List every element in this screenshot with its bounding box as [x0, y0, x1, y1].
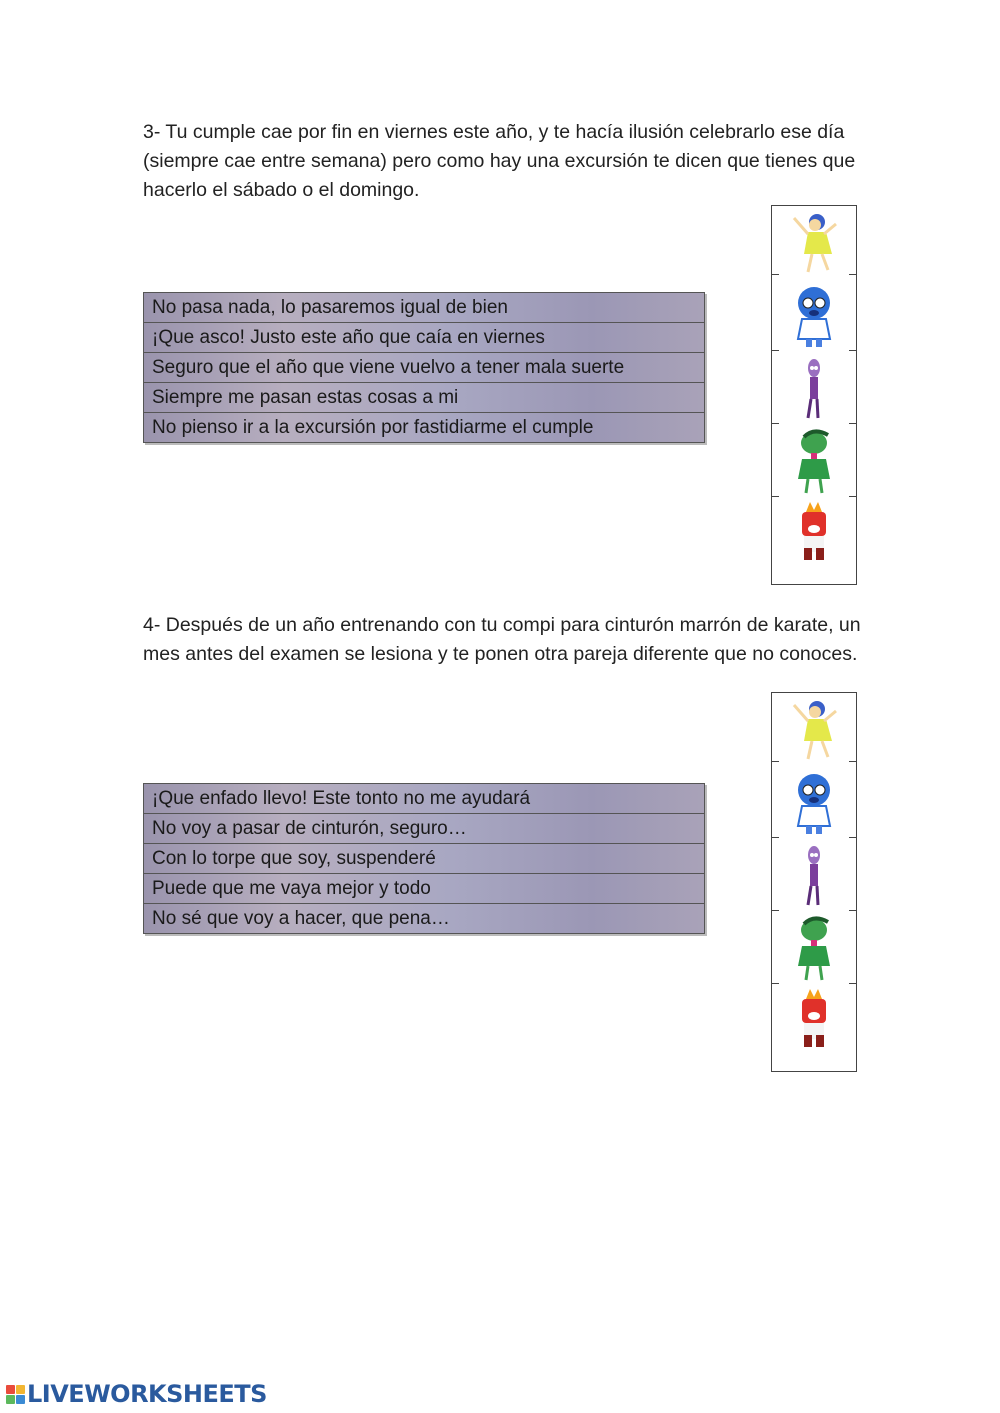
sadness-icon — [784, 283, 844, 349]
anger-icon — [784, 989, 844, 1055]
options-list-4 — [143, 783, 705, 934]
sadness-icon — [784, 770, 844, 836]
emotion-column-4 — [771, 692, 857, 1072]
drop-slot-joy[interactable] — [772, 206, 856, 278]
drop-slot-joy[interactable] — [772, 693, 856, 765]
option-3-5[interactable]: No pienso ir a la excursión por fastidiarme el cumple — [152, 417, 594, 438]
drop-slot-fear[interactable] — [772, 839, 856, 911]
question-4-text: 4- Después de un año entrenando con tu compi para cinturón marrón de karate, un mes antes del examen se lesiona y te ponen otra pareja diferente que no conoces. — [143, 614, 861, 665]
option-3-3[interactable]: Seguro que el año que viene vuelvo a tener mala suerte — [144, 353, 704, 383]
drop-slot-disgust[interactable] — [772, 912, 856, 984]
options-list-3 — [143, 292, 705, 443]
option-3-1[interactable]: No pasa nada, lo pasaremos igual de bien — [144, 293, 704, 323]
liveworksheets-mark-icon — [6, 1385, 25, 1404]
disgust-icon — [784, 429, 844, 495]
joy-icon — [784, 210, 844, 276]
drop-slot-fear[interactable] — [772, 352, 856, 424]
drop-slot-sadness[interactable] — [772, 279, 856, 351]
disgust-icon — [784, 916, 844, 982]
joy-icon — [784, 697, 844, 763]
drop-slot-sadness[interactable] — [772, 766, 856, 838]
anger-icon — [784, 502, 844, 568]
fear-icon — [784, 843, 844, 909]
option-4-1[interactable]: ¡Que enfado llevo! Este tonto no me ayudará — [144, 784, 704, 814]
option-3-4[interactable]: Siempre me pasan estas cosas a mi — [144, 383, 704, 413]
drop-slot-disgust[interactable] — [772, 425, 856, 497]
option-4-4[interactable]: Puede que me vaya mejor y todo — [144, 874, 704, 904]
question-3-text: 3- Tu cumple cae por fin en viernes este año, y te hacía ilusión celebrarlo ese día (siempre cae entre semana) pero como hay una excursión te dicen que tienes que hacerlo el sábado o el domingo. — [143, 121, 856, 201]
drop-slot-anger[interactable] — [772, 498, 856, 570]
brand-text: LIVEWORKSHEETS — [27, 1380, 267, 1408]
option-4-2[interactable]: No voy a pasar de cinturón, seguro… — [144, 814, 704, 844]
liveworksheets-logo — [6, 1379, 267, 1409]
option-4-3[interactable]: Con lo torpe que soy, suspenderé — [144, 844, 704, 874]
emotion-column-3 — [771, 205, 857, 585]
drop-slot-anger[interactable] — [772, 985, 856, 1057]
fear-icon — [784, 356, 844, 422]
option-3-2[interactable]: ¡Que asco! Justo este año que caía en viernes — [144, 323, 704, 353]
option-4-5[interactable]: No sé que voy a hacer, que pena… — [152, 908, 450, 929]
